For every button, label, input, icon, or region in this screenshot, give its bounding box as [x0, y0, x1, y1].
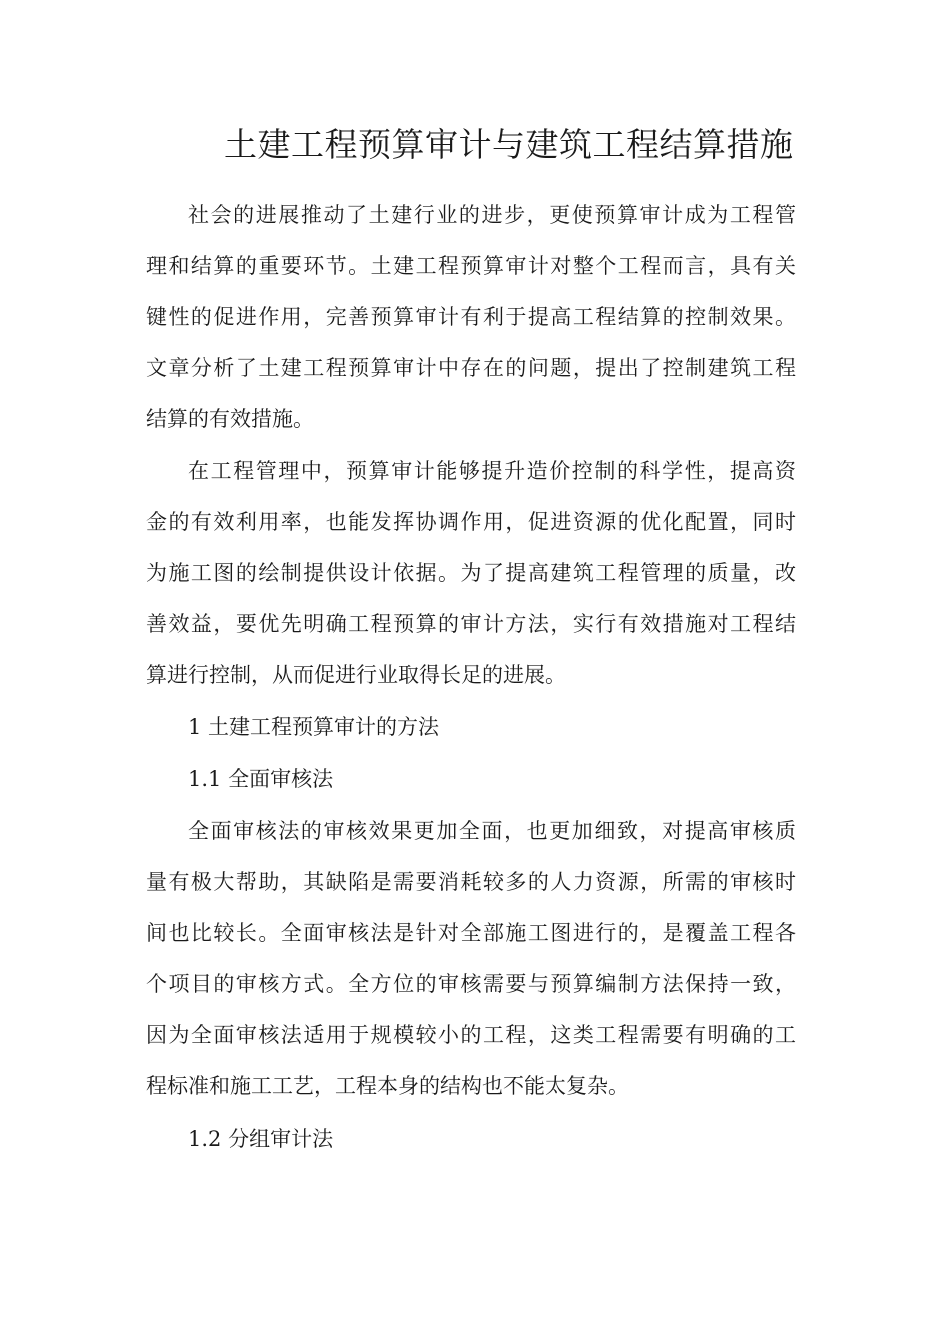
paragraph-line: 结算的有效措施。: [146, 407, 314, 431]
paragraph-line: 间也比较长。全面审核法是针对全部施工图进行的，是覆盖工程各: [146, 921, 796, 945]
paragraph-line: 全面审核法的审核效果更加全面，也更加细致，对提高审核质: [188, 819, 796, 843]
paragraph-line: 文章分析了土建工程预算审计中存在的问题，提出了控制建筑工程: [146, 356, 796, 380]
paragraph-line: 理和结算的重要环节。土建工程预算审计对整个工程而言，具有关: [146, 254, 796, 278]
subsection-heading: 1.1 全面审核法: [188, 767, 334, 791]
paragraph-line: 量有极大帮助，其缺陷是需要消耗较多的人力资源，所需的审核时: [146, 870, 796, 894]
subsection-heading: 1.2 分组审计法: [188, 1127, 334, 1151]
paragraph-line: 程标准和施工工艺，工程本身的结构也不能太复杂。: [146, 1074, 629, 1098]
paragraph-line: 金的有效利用率，也能发挥协调作用，促进资源的优化配置，同时: [146, 510, 796, 534]
document-title: 土建工程预算审计与建筑工程结算措施: [224, 125, 794, 164]
section-heading: 1 土建工程预算审计的方法: [188, 715, 440, 739]
paragraph-line: 算进行控制，从而促进行业取得长足的进展。: [146, 663, 566, 687]
paragraph-line: 键性的促进作用，完善预算审计有利于提高工程结算的控制效果。: [146, 305, 796, 329]
paragraph-line: 在工程管理中，预算审计能够提升造价控制的科学性，提高资: [188, 459, 796, 483]
paragraph-line: 个项目的审核方式。全方位的审核需要与预算编制方法保持一致，: [146, 972, 796, 996]
paragraph-line: 因为全面审核法适用于规模较小的工程，这类工程需要有明确的工: [146, 1023, 796, 1047]
paragraph-line: 为施工图的绘制提供设计依据。为了提高建筑工程管理的质量，改: [146, 561, 796, 585]
paragraph-line: 社会的进展推动了土建行业的进步，更使预算审计成为工程管: [188, 203, 796, 227]
paragraph-line: 善效益，要优先明确工程预算的审计方法，实行有效措施对工程结: [146, 612, 796, 636]
